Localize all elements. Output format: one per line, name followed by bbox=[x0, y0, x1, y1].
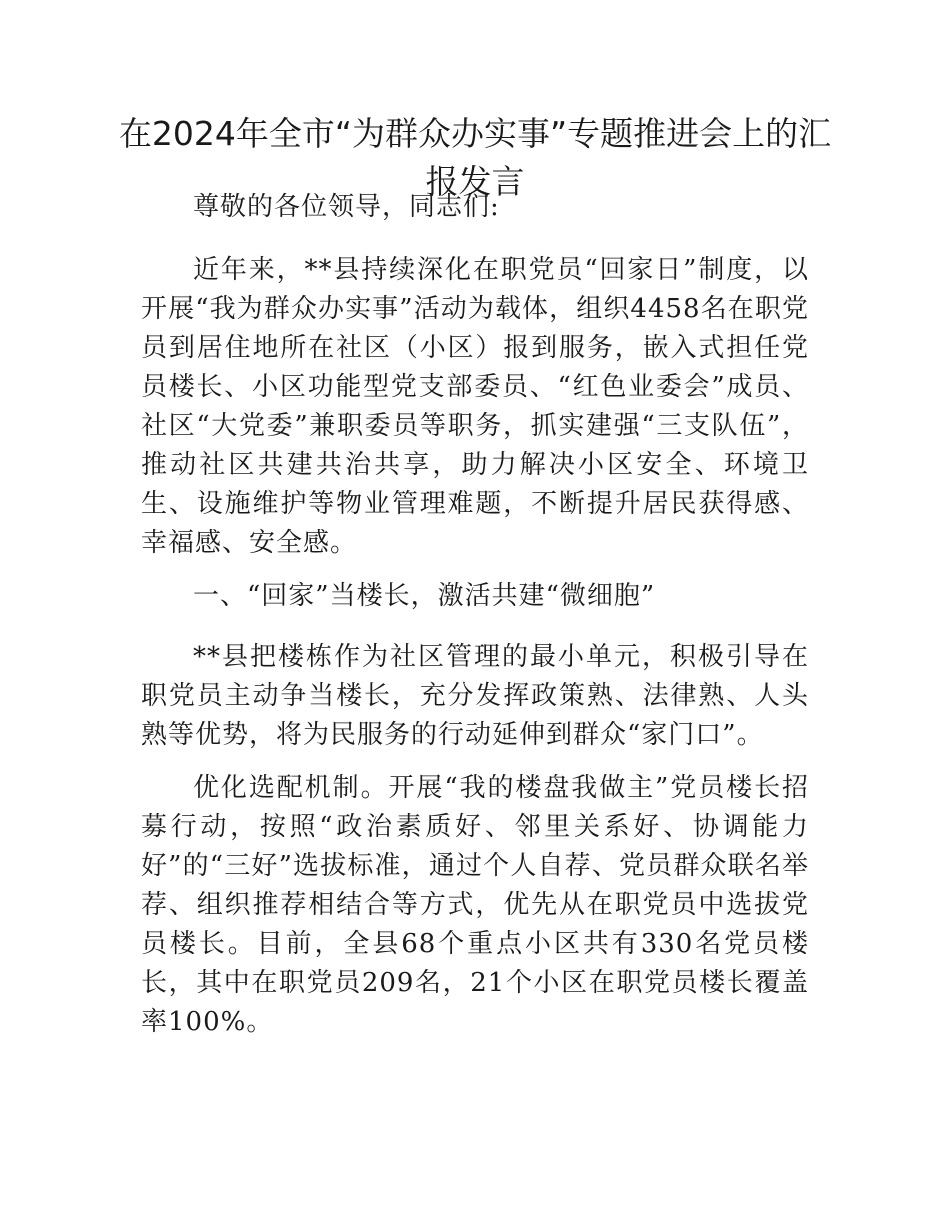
section-heading-1: 一、“回家”当楼长，激活共建“微细胞” bbox=[193, 581, 656, 611]
paragraph-section-1: **县把楼栋作为社区管理的最小单元，积极引导在职党员主动争当楼长，充分发挥政策熟、法律熟、人头熟等优势，将为民服务的行动延伸到群众“家门口”。 bbox=[141, 642, 809, 750]
document-title: 在2024年全市“为群众办实事”专题推进会上的汇报发言 bbox=[118, 114, 832, 201]
paragraph-intro: 近年来，**县持续深化在职党员“回家日”制度，以开展“我为群众办实事”活动为载体，组织4458名在职党员到居住地所在社区（小区）报到服务，嵌入式担任党员楼长、小区功能型党支部委员、“红色业委会”成员、社区“大党委”兼职委员等职务，抓实建强“三支队伍”，推动社区共建共治共享，助力解决小区安全、环境卫生、设施维护等物业管理难题，不断提升居民获得感、幸福感、安全感。 bbox=[141, 255, 809, 558]
paragraph-selection-mechanism: 优化选配机制。开展“我的楼盘我做主”党员楼长招募行动，按照“政治素质好、邻里关系好、协调能力好”的“三好”选拔标准，通过个人自荐、党员群众联名举荐、组织推荐相结合等方式，优先从在职党员中选拔党员楼长。目前，全县68个重点小区共有330名党员楼长，其中在职党员209名，21个小区在职党员楼长覆盖率100%。 bbox=[141, 773, 809, 1037]
salutation: 尊敬的各位领导，同志们: bbox=[193, 192, 500, 222]
document-body bbox=[141, 188, 809, 1056]
